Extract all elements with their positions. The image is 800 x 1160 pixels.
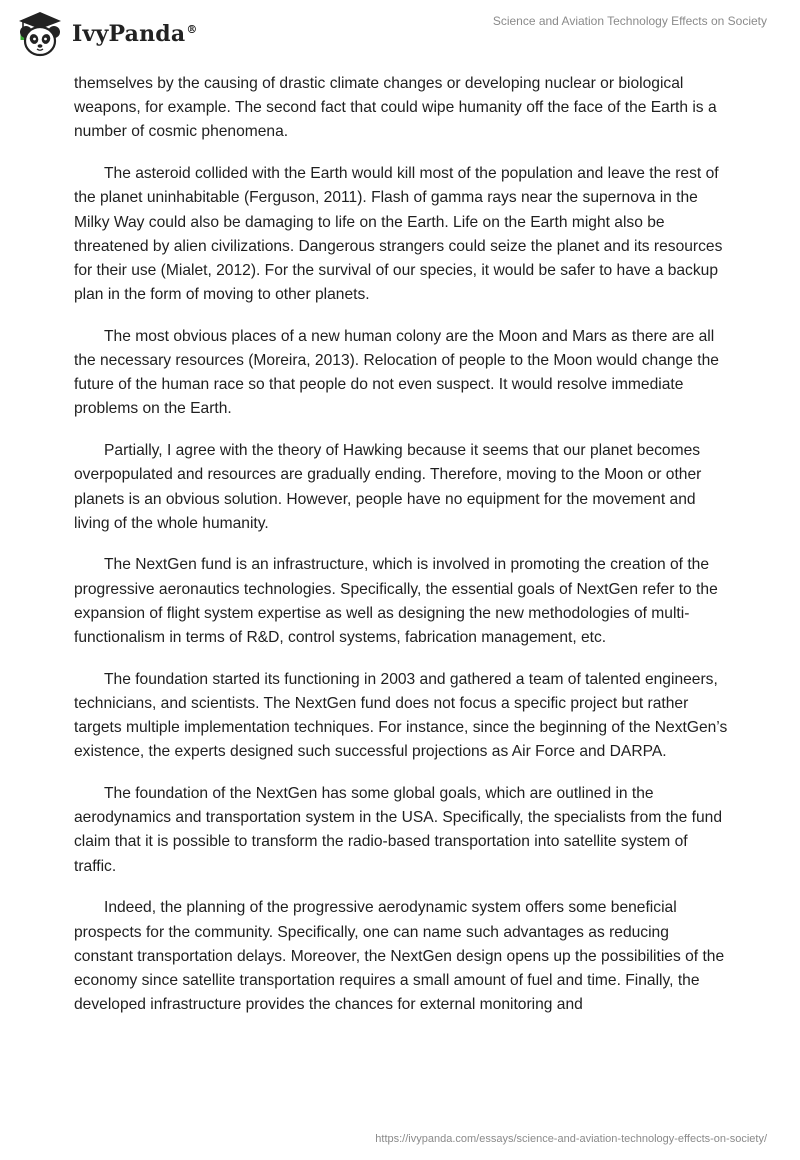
panda-graduate-icon	[14, 8, 66, 60]
paragraph: The foundation of the NextGen has some global goals, which are outlined in the aerodynamics and transportation system in the USA. Specifically, the specialists from the fund claim that it is possible to transform the radio-based transportation into satellite system of traffic.	[74, 785, 723, 875]
essay-body	[74, 72, 729, 1035]
paragraph: The foundation started its functioning in 2003 and gathered a team of talented engineers, technicians, and scientists. The NextGen fund does not focus a specific project but rather targets multiple implementation techniques. For instance, since the beginning of the NextGen’s existence, the experts designed such successful projections as Air Force and DARPA.	[74, 670, 728, 761]
paragraph: The NextGen fund is an infrastructure, which is involved in promoting the creation of the progressive aeronautics technologies. Specifically, the essential goals of NextGen refer to the expansion of flight system expertise as well as designing the new methodologies of multi-functionalism in terms of R&D, control systems, fabrication management, etc.	[74, 556, 718, 647]
brand-logo[interactable]	[14, 8, 198, 60]
page-header	[0, 0, 800, 70]
document-title: Science and Aviation Technology Effects on Society	[492, 14, 767, 28]
source-url[interactable]: https://ivypanda.com/essays/science-and-aviation-technology-effects-on-society/	[375, 1133, 767, 1145]
paragraph: Partially, I agree with the theory of Hawking because it seems that our planet becomes overpopulated and resources are gradually ending. Therefore, moving to the Moon or other planets is an obvious solution. However, people have no equipment for the movement and living of the whole humanity.	[74, 442, 702, 532]
paragraph: Indeed, the planning of the progressive aerodynamic system offers some beneficial prospects for the community. Specifically, one can name such advantages as reducing constant transportation delays. Moreover, the NextGen design opens up the possibilities of the economy since satellite transportation requires a small amount of fuel and time. Finally, the developed infrastructure provides the chances for external monitoring and	[74, 899, 725, 1014]
paragraph: themselves by the causing of drastic climate changes or developing nuclear or biological weapons, for example. The second fact that could wipe humanity off the face of the Earth is a number of cosmic phenomena.	[74, 75, 717, 141]
brand-name: IvyPanda®	[72, 21, 198, 47]
paragraph: The asteroid collided with the Earth would kill most of the population and leave the rest of the planet uninhabitable (Ferguson, 2011). Flash of gamma rays near the supernova in the Milky Way could also be damaging to life on the Earth. Life on the Earth might also be threatened by alien civilizations. Dangerous strangers could seize the planet and its resources for their use (Mialet, 2012). For the survival of our species, it would be safer to have a backup plan in the form of moving to other planets.	[74, 165, 723, 304]
paragraph: The most obvious places of a new human colony are the Moon and Mars as there are all the necessary resources (Moreira, 2013). Relocation of people to the Moon would change the future of the human race so that people do not even suspect. It would resolve immediate problems on the Earth.	[74, 327, 719, 418]
